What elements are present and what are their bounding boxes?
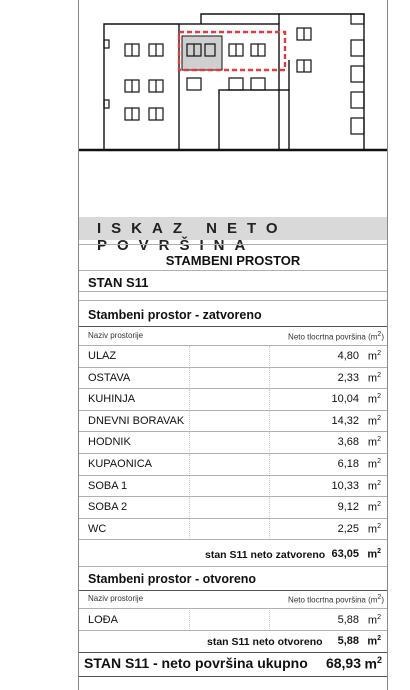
column-header-name: Naziv prostorije bbox=[88, 594, 144, 603]
divider bbox=[79, 244, 387, 245]
table-row bbox=[79, 610, 387, 631]
room-name: SOBA 2 bbox=[88, 501, 128, 514]
grand-total-value: 68,93 bbox=[325, 655, 361, 671]
divider bbox=[79, 590, 387, 591]
column-divider bbox=[189, 610, 190, 631]
room-name: SOBA 1 bbox=[88, 479, 128, 492]
room-area: 4,80 bbox=[337, 350, 359, 362]
column-divider bbox=[269, 368, 270, 390]
open-total-value: 5,88 bbox=[337, 635, 359, 647]
unit-name: STAN S11 bbox=[88, 275, 149, 290]
column-divider bbox=[269, 411, 270, 433]
room-area: 3,68 bbox=[337, 436, 359, 449]
closed-total-value: 63,05 bbox=[331, 548, 359, 560]
room-name: OSTAVA bbox=[88, 371, 131, 384]
table-row bbox=[79, 346, 387, 368]
area-unit: $m^2$ bbox=[367, 350, 381, 363]
closed-total-unit: $m^2$ bbox=[367, 548, 381, 561]
column-divider bbox=[269, 454, 270, 476]
closed-section-title: Stambeni prostor - zatvoreno bbox=[88, 308, 262, 322]
row-divider bbox=[79, 539, 387, 540]
open-section-title: Stambeni prostor - otvoreno bbox=[88, 572, 257, 586]
column-divider bbox=[189, 368, 190, 390]
room-name: HODNIK bbox=[88, 436, 131, 449]
column-header-area: Neto tlocrtna površina $(m^2)$ bbox=[288, 594, 384, 605]
room-name: KUHINJA bbox=[88, 393, 136, 406]
grand-total-unit: $m^2$ bbox=[364, 655, 382, 672]
room-area: 14,32 bbox=[331, 414, 359, 427]
column-header-name: Naziv prostorije bbox=[88, 331, 144, 340]
room-name: KUPAONICA bbox=[88, 458, 152, 470]
column-divider bbox=[189, 346, 190, 368]
area-unit: $m^2$ bbox=[367, 393, 381, 406]
column-divider bbox=[189, 389, 190, 411]
room-area: 10,33 bbox=[331, 479, 359, 492]
column-divider bbox=[189, 411, 190, 433]
table-row bbox=[79, 519, 387, 541]
area-unit: $m^2$ bbox=[367, 501, 381, 514]
table-row bbox=[79, 411, 387, 433]
column-divider bbox=[189, 454, 190, 476]
column-divider bbox=[269, 432, 270, 454]
area-unit: $m^2$ bbox=[367, 458, 381, 471]
area-unit: $m^2$ bbox=[367, 436, 381, 450]
column-divider bbox=[269, 476, 270, 498]
table-row bbox=[79, 368, 387, 390]
divider bbox=[79, 270, 387, 271]
divider bbox=[79, 676, 387, 677]
room-area: 10,04 bbox=[331, 393, 359, 406]
room-name: WC bbox=[88, 522, 107, 535]
column-divider bbox=[189, 519, 190, 541]
room-area: 2,33 bbox=[337, 371, 359, 384]
area-unit: $m^2$ bbox=[367, 371, 381, 385]
area-unit: $m^2$ bbox=[367, 614, 381, 627]
row-divider bbox=[79, 630, 387, 631]
room-area: 2,25 bbox=[337, 522, 359, 535]
open-total-unit: $m^2$ bbox=[367, 635, 381, 648]
page-heading: ISKAZ NETO POVRŠINA bbox=[97, 220, 288, 254]
room-name: LOĐA bbox=[88, 614, 118, 626]
section-title: STAMBENI PROSTOR bbox=[165, 253, 301, 268]
table-row bbox=[79, 476, 387, 498]
area-unit: $m^2$ bbox=[367, 414, 381, 428]
open-total-label: stan S11 neto otvoreno bbox=[207, 636, 323, 648]
column-divider bbox=[269, 346, 270, 368]
room-area: 5,88 bbox=[337, 614, 359, 626]
divider bbox=[79, 300, 387, 301]
room-name: DNEVNI BORAVAK bbox=[88, 414, 185, 427]
section-heading-band bbox=[79, 217, 387, 254]
divider bbox=[79, 326, 387, 327]
divider bbox=[79, 566, 387, 567]
table-row bbox=[79, 389, 387, 411]
divider bbox=[79, 291, 387, 292]
closed-total-label: stan S11 neto zatvoreno bbox=[205, 549, 326, 561]
column-divider bbox=[269, 610, 270, 631]
building-elevation-drawing bbox=[79, 0, 387, 160]
column-header-area: Neto tlocrtna površina $(m^2)$ bbox=[288, 331, 384, 342]
area-unit: $m^2$ bbox=[367, 479, 381, 493]
table-row bbox=[79, 454, 387, 476]
room-area: 6,18 bbox=[337, 458, 359, 470]
area-unit: $m^2$ bbox=[367, 522, 381, 536]
divider bbox=[79, 608, 387, 609]
column-divider bbox=[269, 519, 270, 541]
column-divider bbox=[189, 476, 190, 498]
table-row bbox=[79, 497, 387, 519]
column-divider bbox=[189, 497, 190, 519]
room-name: ULAZ bbox=[88, 350, 117, 362]
column-divider bbox=[269, 389, 270, 411]
document-sheet bbox=[78, 0, 388, 690]
grand-total-row bbox=[79, 653, 387, 675]
column-divider bbox=[189, 432, 190, 454]
column-divider bbox=[269, 497, 270, 519]
room-area: 9,12 bbox=[337, 501, 359, 514]
table-row bbox=[79, 432, 387, 454]
grand-total-label: STAN S11 - neto površina ukupno bbox=[84, 655, 308, 671]
